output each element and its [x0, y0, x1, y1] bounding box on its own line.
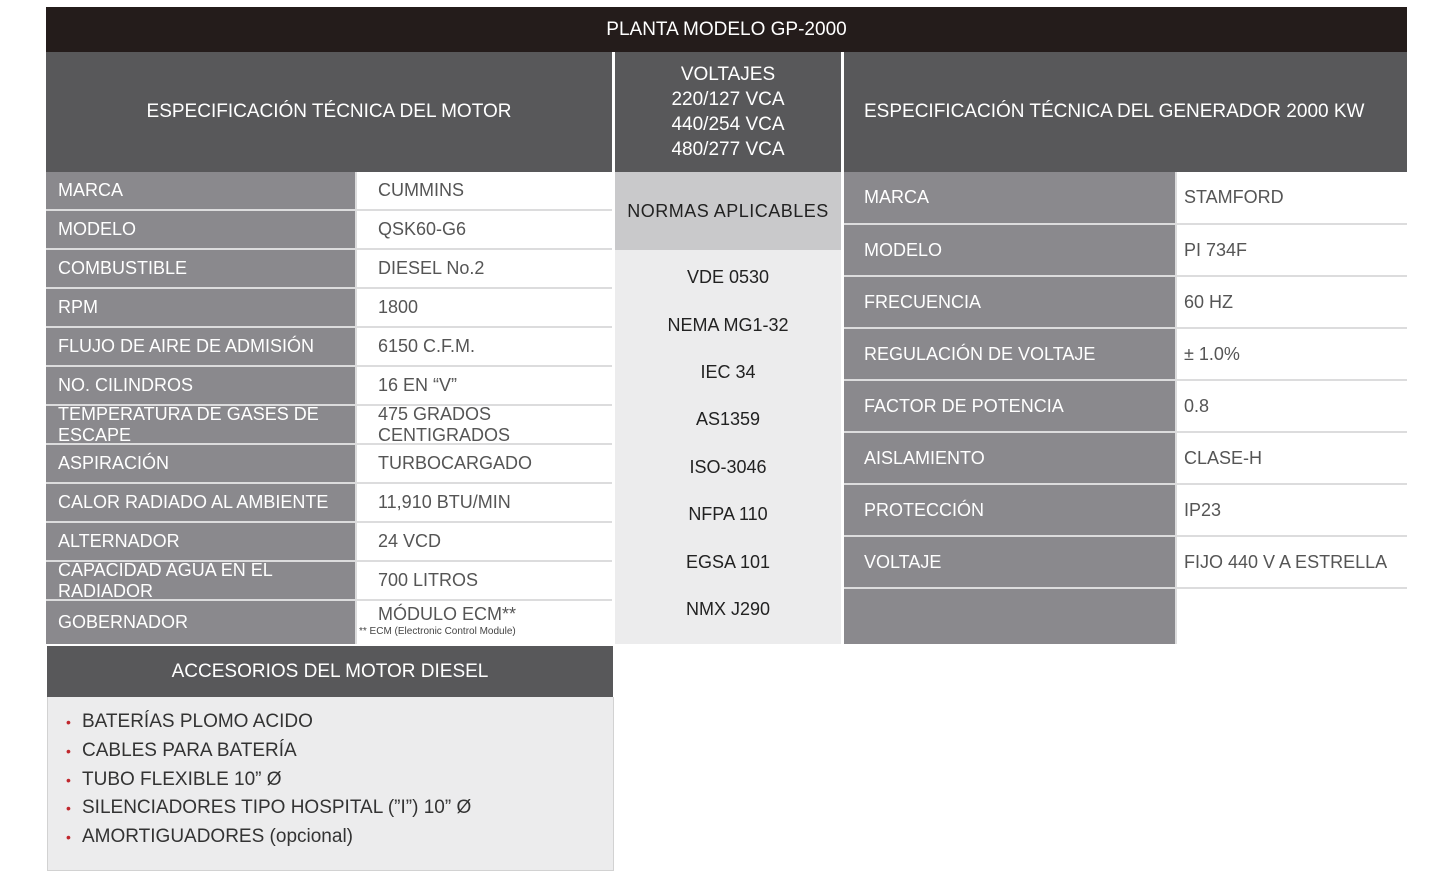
table-row: [844, 381, 1407, 431]
table-row: [844, 225, 1407, 275]
spec-value: 6150 C.F.M.: [357, 328, 612, 365]
table-row: [46, 559, 612, 601]
list-item: AS1359: [695, 409, 761, 429]
voltaje-value: 440/254 VCA: [671, 114, 785, 135]
spec-label: FACTOR DE POTENCIA: [844, 381, 1175, 431]
table-row: [46, 211, 612, 248]
bullet-icon: •: [66, 772, 71, 788]
spec-label: MARCA: [46, 172, 355, 209]
spec-label: RPM: [46, 289, 355, 326]
table-row: [46, 328, 612, 365]
spec-label: MARCA: [844, 172, 1175, 223]
spec-label: FLUJO DE AIRE DE ADMISIÓN: [46, 328, 355, 365]
motor-spec-table: [46, 172, 612, 644]
spec-value: 11,910 BTU/MIN: [357, 484, 612, 521]
list-item: IEC 34: [700, 362, 756, 382]
table-row: [844, 589, 1407, 644]
list-item: NMX J290: [685, 599, 771, 619]
bullet-icon: •: [66, 800, 71, 816]
table-row: [46, 250, 612, 287]
table-row: [844, 172, 1407, 223]
spec-value: ± 1.0%: [1177, 329, 1407, 379]
list-item: [66, 769, 282, 791]
spec-label: ALTERNADOR: [46, 523, 355, 560]
list-item: [66, 740, 297, 762]
list-item: [66, 826, 353, 848]
table-row: [844, 537, 1407, 587]
table-row: [844, 433, 1407, 483]
spec-label: COMBUSTIBLE: [46, 250, 355, 287]
spec-label: FRECUENCIA: [844, 277, 1175, 327]
table-row: [46, 289, 612, 326]
list-item: NEMA MG1-32: [667, 315, 789, 335]
voltajes-title: VOLTAJES: [680, 64, 776, 85]
table-row: [46, 172, 612, 209]
list-item: VDE 0530: [686, 267, 770, 287]
accessories-header: ACCESORIOS DEL MOTOR DIESEL: [47, 646, 613, 697]
spec-value: DIESEL No.2: [357, 250, 612, 287]
spec-value: CLASE-H: [1177, 433, 1407, 483]
voltaje-value: 220/127 VCA: [671, 89, 785, 110]
table-row: [46, 367, 612, 404]
list-item: ISO-3046: [689, 457, 767, 477]
spec-value: 1800: [357, 289, 612, 326]
spec-label: AISLAMIENTO: [844, 433, 1175, 483]
bullet-icon: •: [66, 743, 71, 759]
table-row: [46, 601, 612, 644]
spec-value: [357, 601, 612, 644]
list-item-label: CABLES PARA BATERÍA: [82, 740, 297, 761]
spec-value: QSK60-G6: [357, 211, 612, 248]
generator-spec-table: [844, 172, 1407, 644]
spec-value: 60 HZ: [1177, 277, 1407, 327]
list-item: NFPA 110: [688, 504, 768, 524]
table-row: [844, 485, 1407, 535]
spec-label: ASPIRACIÓN: [46, 445, 355, 482]
spec-label: PROTECCIÓN: [844, 485, 1175, 535]
list-item-label: BATERÍAS PLOMO ACIDO: [82, 711, 313, 732]
table-row: [46, 403, 612, 445]
table-row: [46, 445, 612, 482]
list-item: [66, 797, 471, 819]
spec-value: 700 LITROS: [357, 562, 612, 599]
spec-value: 24 VCD: [357, 523, 612, 560]
spec-value: [1177, 589, 1407, 644]
voltajes-header: [615, 52, 841, 172]
spec-label: CALOR RADIADO AL AMBIENTE: [46, 484, 355, 521]
spec-label: [844, 589, 1175, 644]
spec-label: NO. CILINDROS: [46, 367, 355, 404]
bullet-icon: •: [66, 829, 71, 845]
spec-label: MODELO: [46, 211, 355, 248]
list-item-label: TUBO FLEXIBLE 10” Ø: [82, 769, 282, 790]
accessories-list: [47, 697, 614, 871]
spec-value: CUMMINS: [357, 172, 612, 209]
table-row: [844, 329, 1407, 379]
motor-spec-header: ESPECIFICACIÓN TÉCNICA DEL MOTOR: [46, 52, 612, 172]
list-item-label: SILENCIADORES TIPO HOSPITAL (”I”) 10” Ø: [82, 797, 472, 818]
spec-value: FIJO 440 V A ESTRELLA: [1177, 537, 1407, 587]
page-title: PLANTA MODELO GP-2000: [46, 7, 1407, 52]
table-row: [46, 523, 612, 560]
spec-label: VOLTAJE: [844, 537, 1175, 587]
bullet-icon: •: [66, 714, 71, 730]
spec-value: 0.8: [1177, 381, 1407, 431]
normas-header: NORMAS APLICABLES: [615, 172, 841, 250]
generator-spec-header: ESPECIFICACIÓN TÉCNICA DEL GENERADOR 2000 KW: [844, 52, 1407, 172]
spec-value: IP23: [1177, 485, 1407, 535]
spec-label: GOBERNADOR: [46, 601, 355, 644]
spec-value: TURBOCARGADO: [357, 445, 612, 482]
spec-label: TEMPERATURA DE GASES DE ESCAPE: [46, 406, 355, 443]
voltaje-value: 480/277 VCA: [671, 139, 785, 160]
list-item: [66, 711, 313, 733]
table-row: [844, 277, 1407, 327]
normas-panel: [615, 172, 841, 644]
spec-value: STAMFORD: [1177, 172, 1407, 223]
list-item-label: AMORTIGUADORES (opcional): [82, 826, 353, 847]
spec-label: CAPACIDAD AGUA EN EL RADIADOR: [46, 562, 355, 599]
spec-value-text: MÓDULO ECM**: [378, 604, 517, 624]
spec-label: REGULACIÓN DE VOLTAJE: [844, 329, 1175, 379]
spec-label: MODELO: [844, 225, 1175, 275]
spec-value: 16 EN “V”: [357, 367, 612, 404]
table-row: [46, 484, 612, 521]
list-item: EGSA 101: [685, 552, 771, 572]
spec-value: 475 GRADOS CENTIGRADOS: [357, 406, 612, 443]
spec-value: PI 734F: [1177, 225, 1407, 275]
footnote: ** ECM (Electronic Control Module): [359, 626, 516, 637]
